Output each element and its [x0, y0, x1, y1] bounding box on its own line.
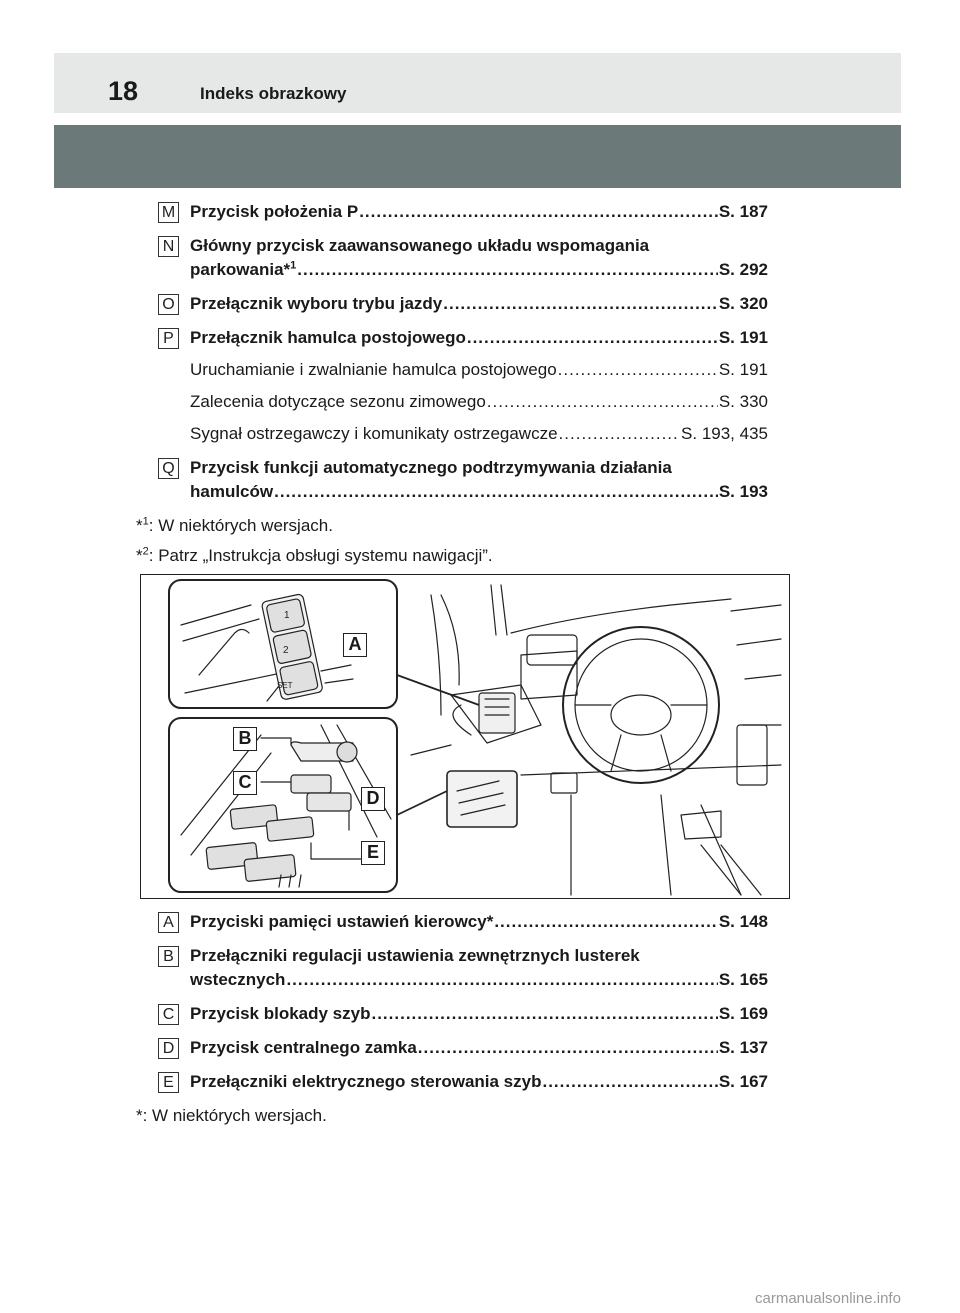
leader-dots	[494, 910, 718, 934]
memory-label-2: 2	[283, 645, 289, 656]
leader-dots	[418, 1036, 718, 1060]
index-line[interactable]	[190, 1002, 768, 1026]
index-entry-d	[0, 1036, 960, 1060]
entry-label: Sygnał ostrzegawczy i komunikaty ostrzegawcze	[190, 424, 558, 443]
leader-dots	[542, 1070, 717, 1094]
leader-dots	[487, 390, 718, 414]
letter-badge: P	[158, 328, 179, 349]
index-entry-c	[0, 1002, 960, 1026]
page-ref: S. 330	[718, 392, 768, 411]
section-title: Indeks obrazkowy	[200, 84, 347, 103]
page-ref: S. 187	[718, 202, 768, 221]
page-ref: S. 167	[718, 1072, 768, 1091]
page-ref: S. 191	[718, 360, 768, 379]
entry-label-line1: Główny przycisk zaawansowanego układu wspomagania	[190, 236, 650, 255]
entry-label: Przycisk położenia P	[190, 202, 359, 221]
entry-label: hamulców	[190, 482, 274, 501]
letter-badge: N	[158, 236, 179, 257]
page-ref: S. 137	[718, 1038, 768, 1057]
letter-badge: Q	[158, 458, 179, 479]
entry-label: Przełączniki elektrycznego sterowania szyb	[190, 1072, 542, 1091]
callout-e: E	[361, 841, 385, 865]
letter-badge: A	[158, 912, 179, 933]
entry-label: Przełącznik wyboru trybu jazdy	[190, 294, 443, 313]
page-ref: S. 165	[718, 970, 768, 989]
page-ref: S. 193, 435	[681, 424, 768, 443]
footnote-text: : W niektórych wersjach.	[148, 516, 333, 535]
index-entry-a	[0, 910, 960, 934]
index-entry-q	[0, 456, 960, 504]
entry-label: Przełącznik hamulca postojowego	[190, 328, 466, 347]
watermark: carmanualsonline.info	[755, 1290, 901, 1307]
section-band	[54, 125, 901, 188]
footnote	[136, 514, 960, 538]
sub-index-line[interactable]	[190, 422, 768, 446]
footnote-mark: *	[136, 546, 143, 565]
page-number: 18	[108, 76, 139, 106]
sub-index-line[interactable]	[190, 390, 768, 414]
footnote-mark: *	[136, 516, 143, 535]
leader-dots	[443, 292, 718, 316]
entry-label: wstecznych	[190, 970, 286, 989]
index-line[interactable]	[190, 258, 768, 282]
footnote	[136, 544, 960, 568]
leader-dots	[559, 422, 680, 446]
footnote: *: W niektórych wersjach.	[136, 1106, 327, 1125]
index-entry-o	[0, 292, 960, 316]
page-ref: S. 169	[718, 1004, 768, 1023]
index-entry-p	[0, 326, 960, 446]
footnote-number: 1	[142, 515, 149, 528]
index-line[interactable]	[190, 480, 768, 504]
leader-dots	[371, 1002, 717, 1026]
entry-label-text: parkowania*	[190, 260, 291, 279]
callout-b: B	[233, 727, 257, 751]
leader-dots	[558, 358, 718, 382]
callout-c: C	[233, 771, 257, 795]
entry-label-line1: Przycisk funkcji automatycznego podtrzymywania działania	[190, 458, 672, 477]
cockpit-illustration	[140, 574, 790, 899]
entry-label	[190, 258, 296, 282]
callout-d: D	[361, 787, 385, 811]
letter-badge: B	[158, 946, 179, 967]
page-ref: S. 292	[718, 260, 768, 279]
letter-badge: D	[158, 1038, 179, 1059]
leader-dots	[274, 480, 718, 504]
index-line[interactable]	[190, 1070, 768, 1094]
letter-badge: M	[158, 202, 179, 223]
leader-dots	[286, 968, 717, 992]
footnote-mark: 1	[290, 259, 297, 272]
memory-label-set: SET	[277, 681, 293, 690]
entry-label: Zalecenia dotyczące sezonu zimowego	[190, 392, 486, 411]
index-list-bottom	[0, 910, 960, 1134]
leader-dots	[467, 326, 718, 350]
letter-badge: E	[158, 1072, 179, 1093]
footnote-text: : Patrz „Instrukcja obsługi systemu nawigacji”.	[148, 546, 493, 565]
index-line[interactable]	[190, 968, 768, 992]
index-line[interactable]	[190, 910, 768, 934]
entry-label: Uruchamianie i zwalnianie hamulca postojowego	[190, 360, 557, 379]
footnote-number: 2	[142, 545, 149, 558]
leader-dots	[297, 258, 718, 282]
entry-label: Przycisk centralnego zamka	[190, 1038, 417, 1057]
index-line[interactable]	[190, 1036, 768, 1060]
memory-label-1: 1	[284, 610, 290, 621]
index-entry-b	[0, 944, 960, 992]
page-ref: S. 193	[718, 482, 768, 501]
page-ref: S. 191	[718, 328, 768, 347]
page-ref: S. 320	[718, 294, 768, 313]
letter-badge: O	[158, 294, 179, 315]
page-ref: S. 148	[718, 912, 768, 931]
leader-dots	[359, 200, 718, 224]
index-entry-e	[0, 1070, 960, 1094]
entry-label: Przycisk blokady szyb	[190, 1004, 371, 1023]
index-list-top	[0, 200, 960, 574]
index-entry-n	[0, 234, 960, 282]
index-line[interactable]	[190, 292, 768, 316]
letter-badge: C	[158, 1004, 179, 1025]
sub-index-line[interactable]	[190, 358, 768, 382]
entry-label: Przyciski pamięci ustawień kierowcy*	[190, 912, 494, 931]
index-line[interactable]	[190, 200, 768, 224]
index-line[interactable]	[190, 326, 768, 350]
entry-label-line1: Przełączniki regulacji ustawienia zewnętrznych lusterek	[190, 946, 640, 965]
index-entry-m	[0, 200, 960, 224]
callout-a: A	[343, 633, 367, 657]
header-bar	[54, 53, 901, 113]
